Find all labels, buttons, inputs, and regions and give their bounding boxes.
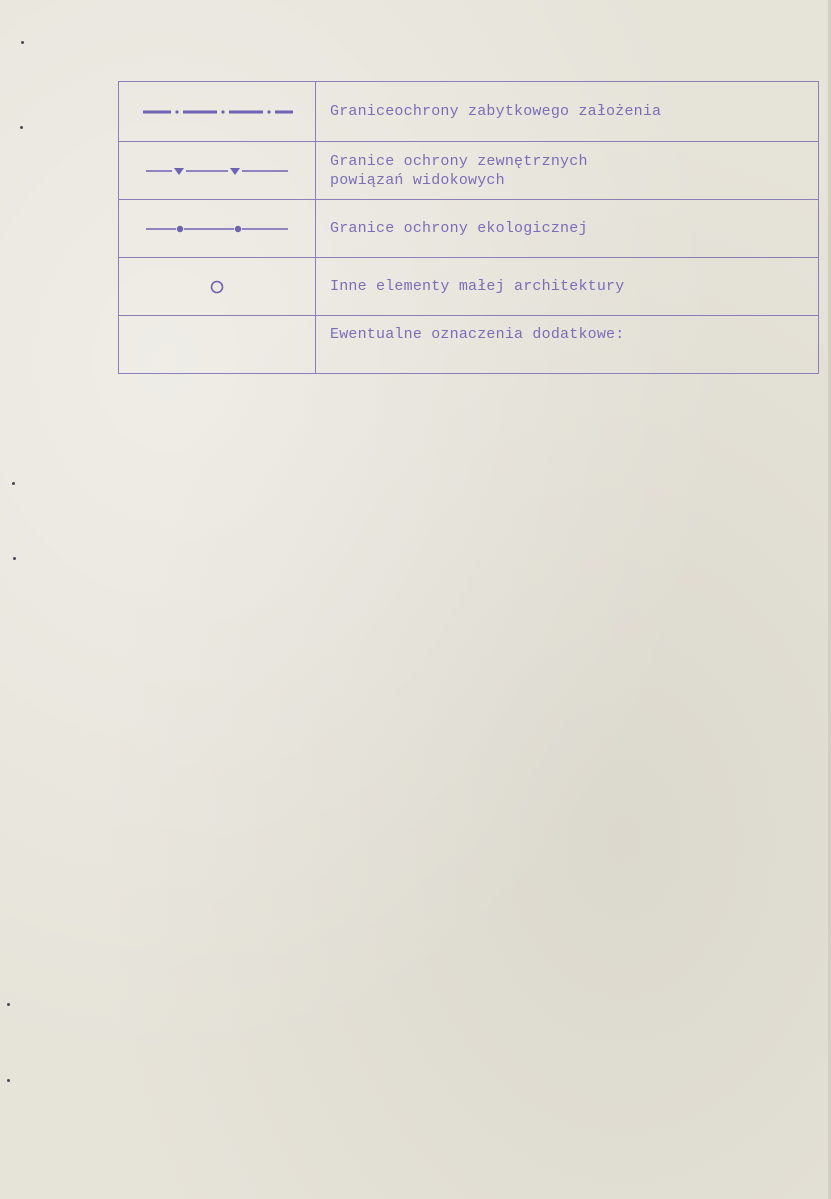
legend-row xyxy=(119,316,819,374)
legend-row xyxy=(119,258,819,316)
binding-hole-mark xyxy=(13,557,16,560)
legend-symbol-cell xyxy=(119,142,316,200)
binding-hole-mark xyxy=(7,1079,10,1082)
binding-hole-mark xyxy=(12,482,15,485)
legend-label-cell xyxy=(316,316,819,374)
legend-label: Granice ochrony zewnętrznych powiązań widokowych xyxy=(330,152,588,189)
legend-label: Graniceochrony zabytkowego założenia xyxy=(330,103,662,120)
legend-row xyxy=(119,200,819,258)
dash-dot-line-icon xyxy=(137,106,297,118)
small-circle-icon xyxy=(207,279,227,295)
binding-hole-mark xyxy=(7,1003,10,1006)
legend-label: Granice ochrony ekologicznej xyxy=(330,220,588,237)
legend-label-cell xyxy=(316,82,819,142)
legend-label-cell xyxy=(316,258,819,316)
legend-row xyxy=(119,142,819,200)
legend-symbol-cell-empty xyxy=(119,316,316,374)
legend-label-cell xyxy=(316,142,819,200)
legend-symbol-cell xyxy=(119,258,316,316)
legend-label: Ewentualne oznaczenia dodatkowe: xyxy=(330,326,625,343)
legend-symbol-cell xyxy=(119,200,316,258)
line-with-dot-markers-icon xyxy=(142,222,292,236)
binding-hole-mark xyxy=(20,126,23,129)
line-with-heart-markers-icon xyxy=(142,164,292,178)
legend-label-cell xyxy=(316,200,819,258)
binding-hole-mark xyxy=(21,41,24,44)
legend-label: Inne elementy małej architektury xyxy=(330,278,625,295)
legend-row xyxy=(119,82,819,142)
legend-table xyxy=(118,81,819,374)
legend-symbol-cell xyxy=(119,82,316,142)
